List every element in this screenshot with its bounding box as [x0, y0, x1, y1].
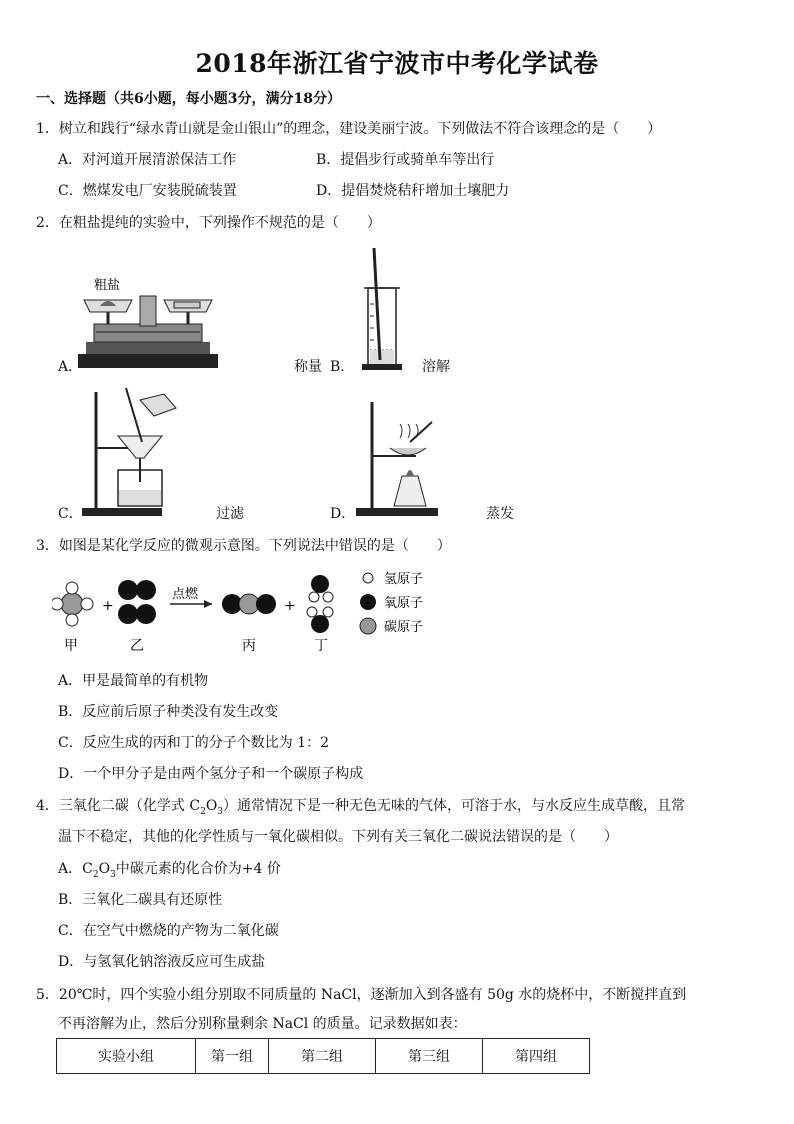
q3-option-d: D．一个甲分子是由两个氢分子和一个碳原子构成 [58, 766, 364, 782]
q5-stem-line2: 不再溶解为止，然后分别称量剩余 NaCl 的质量。记录数据如表： [58, 1016, 467, 1032]
table-header-cell: 实验小组 [57, 1039, 196, 1074]
q2-caption-b: 溶解 [422, 359, 450, 375]
plus-sign-1: + [102, 598, 114, 614]
q2-option-b: B． [330, 359, 355, 375]
table-header-cell: 第三组 [376, 1039, 483, 1074]
q2-option-c: C． [58, 506, 83, 522]
q2-caption-d: 蒸发 [486, 506, 514, 522]
label-bing: 丙 [242, 638, 256, 654]
q5-stem-line1: 5．20℃时，四个实验小组分别取不同质量的 NaCl，逐渐加入到各盛有 50g 水的烧杯中，不断搅拌直到 [36, 987, 687, 1003]
dissolve-figure [354, 244, 414, 376]
page-title: 2018年浙江省宁波市中考化学试卷 [195, 49, 599, 78]
q4-option-b: B．三氧化二碳具有还原性 [58, 892, 223, 908]
carbon-dioxide-molecule [222, 594, 276, 614]
reaction-condition: 点燃 [172, 587, 199, 602]
q4-option-c: C．在空气中燃烧的产物为二氧化碳 [58, 923, 279, 939]
balance-label: 粗盐 [94, 278, 121, 293]
label-ding: 丁 [314, 638, 328, 654]
q4-stem-line2: 温下不稳定，其他的化学性质与一氧化碳相似。下列有关三氧化二碳说法错误的是（ ） [58, 829, 618, 845]
q2-stem: 2．在粗盐提纯的实验中，下列操作不规范的是（ ） [36, 215, 381, 231]
table-header-cell: 第一组 [196, 1039, 269, 1074]
plus-sign-2: + [284, 598, 296, 614]
q3-option-b: B．反应前后原子种类没有发生改变 [58, 704, 279, 720]
q3-option-c: C．反应生成的丙和丁的分子个数比为 1：2 [58, 735, 329, 751]
evaporate-figure [350, 398, 450, 520]
q3-stem: 3．如图是某化学反应的微观示意图。下列说法中错误的是（ ） [36, 538, 451, 554]
oxygen-molecules [118, 580, 156, 624]
reaction-diagram [52, 570, 452, 658]
q1-option-d: D．提倡焚烧秸秆增加土壤肥力 [316, 183, 510, 199]
q3-option-a: A．甲是最简单的有机物 [58, 673, 209, 689]
label-yi: 乙 [130, 638, 144, 654]
water-molecules [307, 575, 333, 633]
table-header-cell: 第二组 [269, 1039, 376, 1074]
section-heading: 一、选择题（共6小题，每小题3分，满分18分） [36, 91, 341, 107]
q2-caption-a: 称量 [294, 359, 322, 375]
legend-carbon: 碳原子 [384, 620, 424, 635]
q1-option-b: B．提倡步行或骑单车等出行 [316, 152, 495, 168]
label-jia: 甲 [64, 638, 78, 654]
q4-stem-line1: 4．三氧化二碳（化学式 $C_2O_3$）通常情况下是一种无色无味的气体，可溶于水，与水反应生成草酸，且常 [36, 798, 686, 817]
methane-molecule [52, 582, 93, 626]
q2-option-a: A． [58, 359, 83, 375]
q5-data-table [56, 1038, 590, 1074]
q4-option-d: D．与氢氧化钠溶液反应可生成盐 [58, 954, 266, 970]
q1-option-a: A．对河道开展清淤保洁工作 [58, 152, 237, 168]
q2-option-d: D． [330, 506, 356, 522]
table-header-row [57, 1039, 590, 1074]
q1-stem: 1．树立和践行“绿水青山就是金山银山”的理念，建设美丽宁波。下列做法不符合该理念的是（ ） [36, 121, 662, 137]
balance-figure [74, 272, 224, 374]
filter-figure [80, 386, 190, 520]
table-header-cell: 第四组 [483, 1039, 590, 1074]
q1-option-c: C．燃煤发电厂安装脱硫装置 [58, 183, 237, 199]
legend-hydrogen: 氢原子 [384, 572, 424, 587]
legend-oxygen: 氧原子 [384, 596, 424, 611]
q2-caption-c: 过滤 [216, 506, 244, 522]
q4-option-a: A．$C_2O_3$中碳元素的化合价为+4 价 [58, 861, 281, 880]
